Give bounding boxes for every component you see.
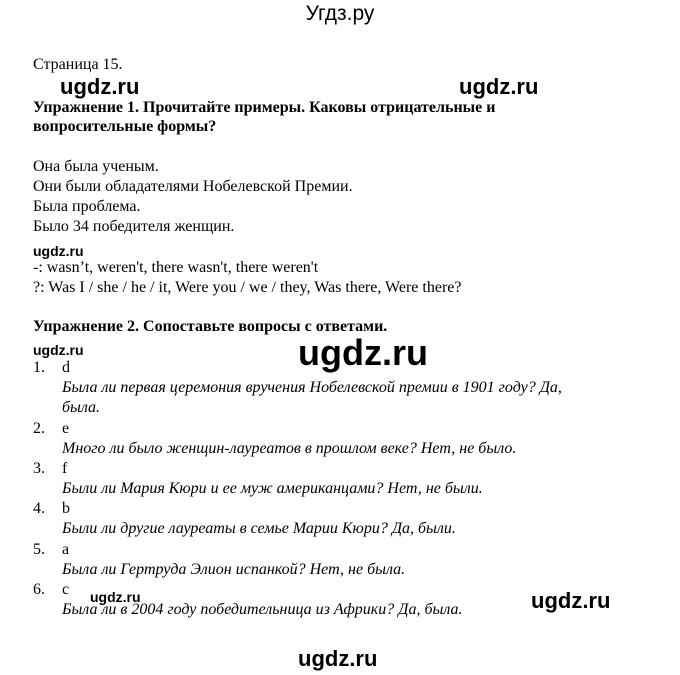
watermark: ugdz.ru (531, 588, 611, 613)
item-answer-letter: e (62, 420, 70, 437)
item-number: 6. (33, 581, 45, 598)
item-question: Была ли Гертруда Элион испанкой? Нет, не была. (62, 561, 406, 578)
item-question: Были ли другие лауреаты в семье Марии Кюри? Да, были. (62, 520, 456, 537)
example-sentence: Была проблема. (33, 198, 141, 215)
item-answer-letter: f (62, 460, 68, 477)
item-question-cont: была. (62, 399, 101, 416)
item-number: 2. (33, 420, 45, 437)
watermark: ugdz.ru (60, 74, 140, 99)
item-question: Были ли Мария Кюри и ее муж американцами? Нет, не были. (62, 480, 483, 497)
watermark: ugdz.ru (459, 74, 539, 99)
exercise2-title: Упражнение 2. Сопоставьте вопросы с ответами. (33, 318, 388, 335)
item-number: 4. (33, 500, 45, 517)
watermark: ugdz.ru (33, 342, 84, 358)
item-question: Была ли в 2004 году победительница из Африки? Да, была. (62, 601, 463, 618)
site-header: Угдз.ру (305, 2, 375, 25)
watermark: ugdz.ru (298, 332, 428, 373)
page-label: Страница 15. (33, 56, 123, 73)
item-answer-letter: a (62, 541, 70, 558)
exercise1-title-cont: вопросительные формы? (33, 118, 217, 135)
watermark-footer: ugdz.ru (298, 646, 378, 671)
item-question: Много ли было женщин-лауреатов в прошлом веке? Нет, не было. (62, 440, 517, 457)
watermark: ugdz.ru (90, 589, 141, 605)
item-number: 1. (33, 359, 45, 376)
example-sentence: Было 34 победителя женщин. (33, 218, 235, 235)
item-answer-letter: d (62, 359, 70, 376)
question-forms: ?: Was I / she / he / it, Were you / we / they, Was there, Were there? (33, 279, 462, 296)
exercise1-title: Упражнение 1. Прочитайте примеры. Каковы отрицательные и (33, 99, 496, 116)
watermark: ugdz.ru (33, 243, 84, 259)
item-answer-letter: c (62, 581, 70, 598)
item-number: 3. (33, 460, 45, 477)
negative-forms: -: wasn’t, weren't, there wasn't, there weren't (33, 259, 319, 276)
item-answer-letter: b (62, 500, 70, 517)
example-sentence: Они были обладателями Нобелевской Премии. (33, 178, 353, 195)
item-question: Была ли первая церемония вручения Нобелевской премии в 1901 году? Да, (62, 379, 562, 396)
item-number: 5. (33, 541, 45, 558)
example-sentence: Она была ученым. (33, 158, 159, 175)
